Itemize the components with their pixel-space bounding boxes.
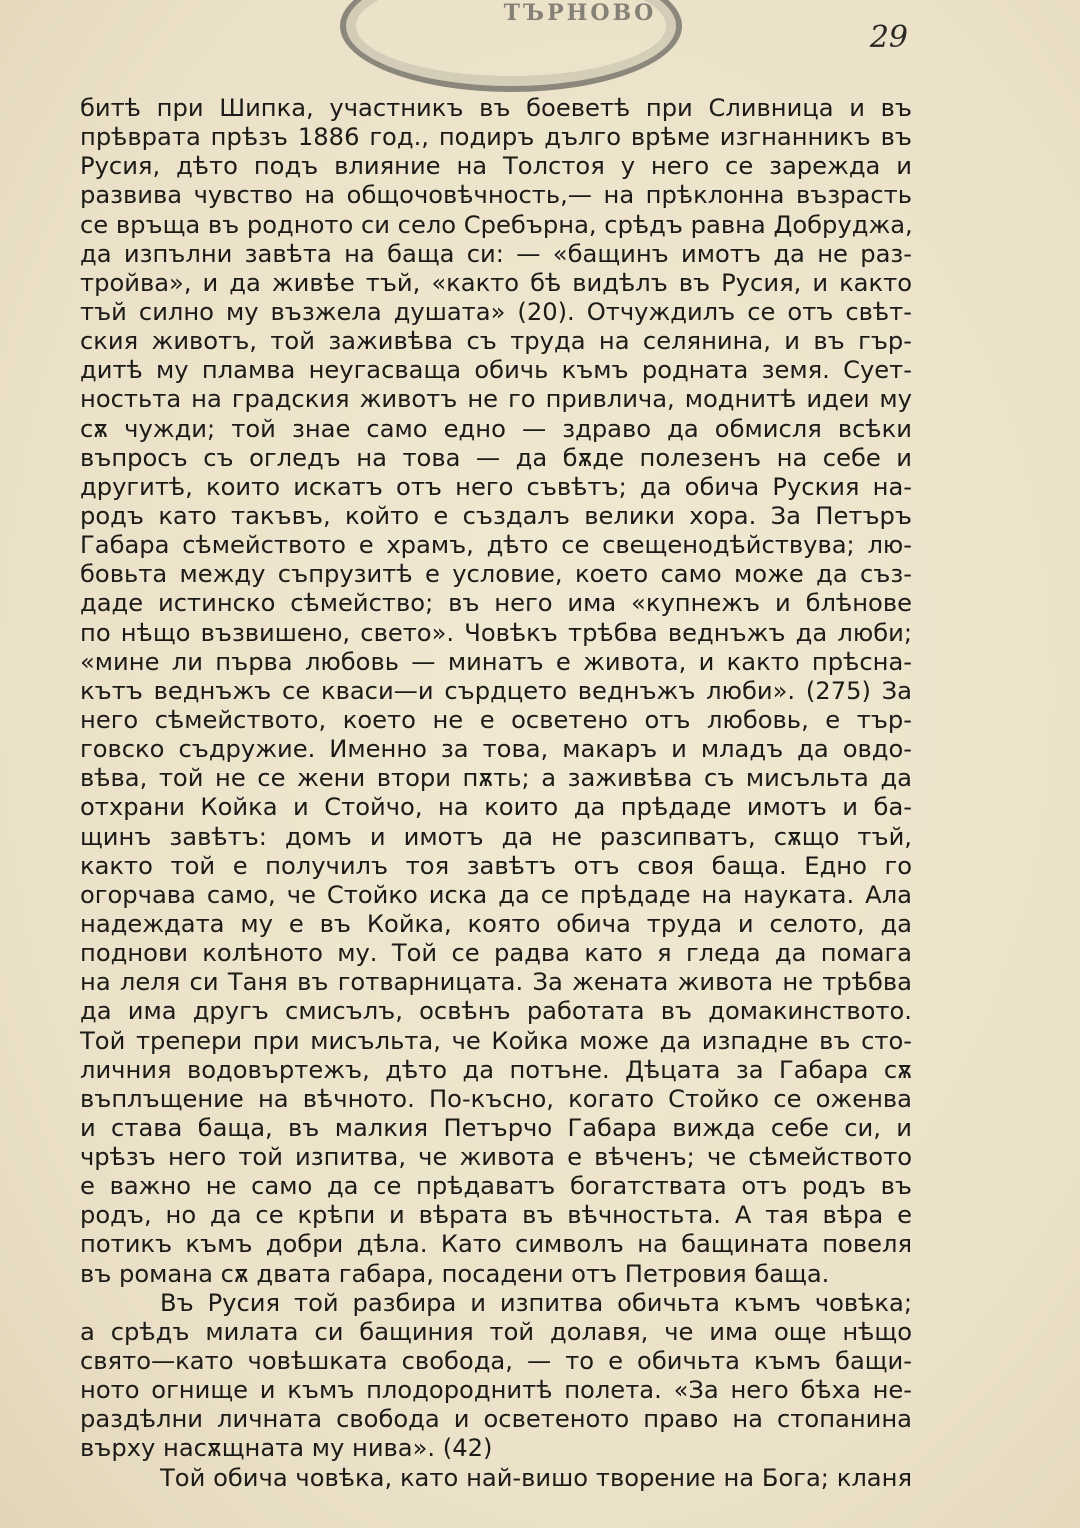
text-line: развива чувство на общочовѣчность,— на прѣклонна възрасть (80, 181, 912, 210)
text-line: по нѣщо възвишено, свето». Човѣкъ трѣбва веднъжъ да люби; (80, 618, 912, 647)
text-line: на леля си Таня въ готварницата. За жената живота не трѣбва (80, 968, 912, 997)
text-line: чрѣзъ него той изпитва, че живота е вѣченъ; че сѣмейството (80, 1143, 912, 1172)
text-line: както той е получилъ тоя завѣтъ отъ своя баща. Едно го (80, 851, 912, 880)
text-line: родъ, но да се крѣпи и вѣрата въ вѣчностьта. А тая вѣра е (80, 1201, 912, 1230)
text-line: другитѣ, които искатъ отъ него съвѣтъ; да обича Руския на- (80, 472, 912, 501)
text-line: потикъ къмъ добри дѣла. Като символъ на бащината повеля (80, 1230, 912, 1259)
text-line: надеждата му е въ Койка, която обича труда и селото, да (80, 909, 912, 938)
text-line: вѣва, той не се жени втори пѫть; а заживѣва съ мисъльта да (80, 764, 912, 793)
text-line: даде истинско сѣмейство; въ него има «купнежъ и блѣнове (80, 589, 912, 618)
text-line: огорчава само, че Стойко иска да се прѣдаде на науката. Ала (80, 880, 912, 909)
text-line: тъй силно му възжела душата» (20). Отчуждилъ се отъ свѣт- (80, 297, 912, 326)
text-line: Габара сѣмейството е храмъ, дѣто се свещенодѣйствува; лю- (80, 531, 912, 560)
text-line: се връща въ родното си село Сребърна, срѣдъ равна Добруджа, (80, 210, 913, 239)
text-line: личния водовъртежъ, дѣто да потъне. Дѣцата за Габара сѫ (80, 1055, 912, 1084)
text-line: а срѣдъ милата си бащиния той долавя, че има още нѣщо (80, 1317, 912, 1346)
text-line: въ романа сѫ двата габара, посадени отъ Петровия баща. (80, 1259, 830, 1288)
text-line: и става баща, въ малкия Петърчо Габара вижда себе си, и (80, 1113, 912, 1142)
text-line: Той трепери при мисъльта, че Койка може да изпадне въ сто- (80, 1026, 912, 1055)
text-line: «мине ли първа любовь — минатъ е живота, и както прѣсна- (80, 647, 912, 676)
text-line: Той обича човѣка, като най-вишо творение на Бога; кланя (160, 1463, 912, 1492)
text-line: щинъ завѣтъ: домъ и имотъ да не разсипватъ, сѫщо тъй, (80, 822, 912, 851)
text-line: битѣ при Шипка, участникъ въ боеветѣ при Сливница и въ (80, 94, 912, 122)
text-line: въплъщение на вѣчното. По-късно, когато Стойко се оженва (80, 1084, 912, 1113)
text-line: кътъ веднъжъ се кваси—и сърдцето веднъжъ люби». (275) За (80, 676, 912, 705)
text-line: тройва», и да живѣе тъй, «както бѣ видѣлъ въ Русия, и както (80, 268, 912, 297)
text-line: свято—като човѣшката свобода, — то е обичьта къмъ бащи- (80, 1347, 912, 1376)
page-number: 29 (869, 20, 908, 55)
text-line: сѫ чужди; той знае само едно — здраво да обмисля всѣки (80, 414, 912, 443)
text-line: върху насѫщната му нива». (42) (80, 1434, 493, 1463)
text-line: родъ като такъвъ, който е създалъ велики хора. За Петъръ (80, 501, 912, 530)
body-text (80, 94, 912, 1493)
text-line: прѣврата прѣзъ 1886 год., подиръ дълго врѣме изгнанникъ въ (80, 123, 912, 152)
text-line: ския животъ, той заживѣва съ труда на селянина, и въ гър- (80, 327, 912, 356)
text-line: бовьта между съпрузитѣ е условие, което само може да съз- (80, 560, 912, 589)
stamp-text: ТЪРНОВО (503, 0, 657, 26)
text-line: поднови колѣното му. Той се радва като я гледа да помага (80, 939, 912, 968)
text-line: говско съдружие. Именно за това, макаръ и младъ да овдо- (80, 735, 912, 764)
text-line: да има другъ смисълъ, освѣнъ работата въ домакинството. (80, 997, 912, 1026)
text-line: дитѣ му пламва неугасваща обичь къмъ родната земя. Сует- (80, 356, 912, 385)
text-line: да изпълни завѣта на баща си: — «бащинъ имотъ да не раз- (80, 239, 912, 268)
text-line: него сѣмейството, което не е осветено отъ любовь, е тър- (80, 705, 912, 734)
text-line: Русия, дѣто подъ влияние на Толстоя у него се зарежда и (80, 152, 912, 181)
text-line: въпросъ съ огледъ на това — да бѫде полезенъ на себе и (80, 443, 912, 472)
text-line: ностьта на градския животъ не го привлича, моднитѣ идеи му (80, 385, 912, 414)
text-line: ното огнище и къмъ плодороднитѣ полета. «За него бѣха не- (80, 1376, 912, 1405)
text-line: отхрани Койка и Стойчо, на които да прѣдаде имотъ и ба- (80, 793, 912, 822)
text-line: Въ Русия той разбира и изпитва обичьта къмъ човѣка; (160, 1288, 912, 1317)
text-line: е важно не само да се прѣдаватъ богатствата отъ родъ въ (80, 1172, 912, 1201)
text-line: раздѣлни личната свобода и осветеното право на стопанина (80, 1405, 912, 1434)
